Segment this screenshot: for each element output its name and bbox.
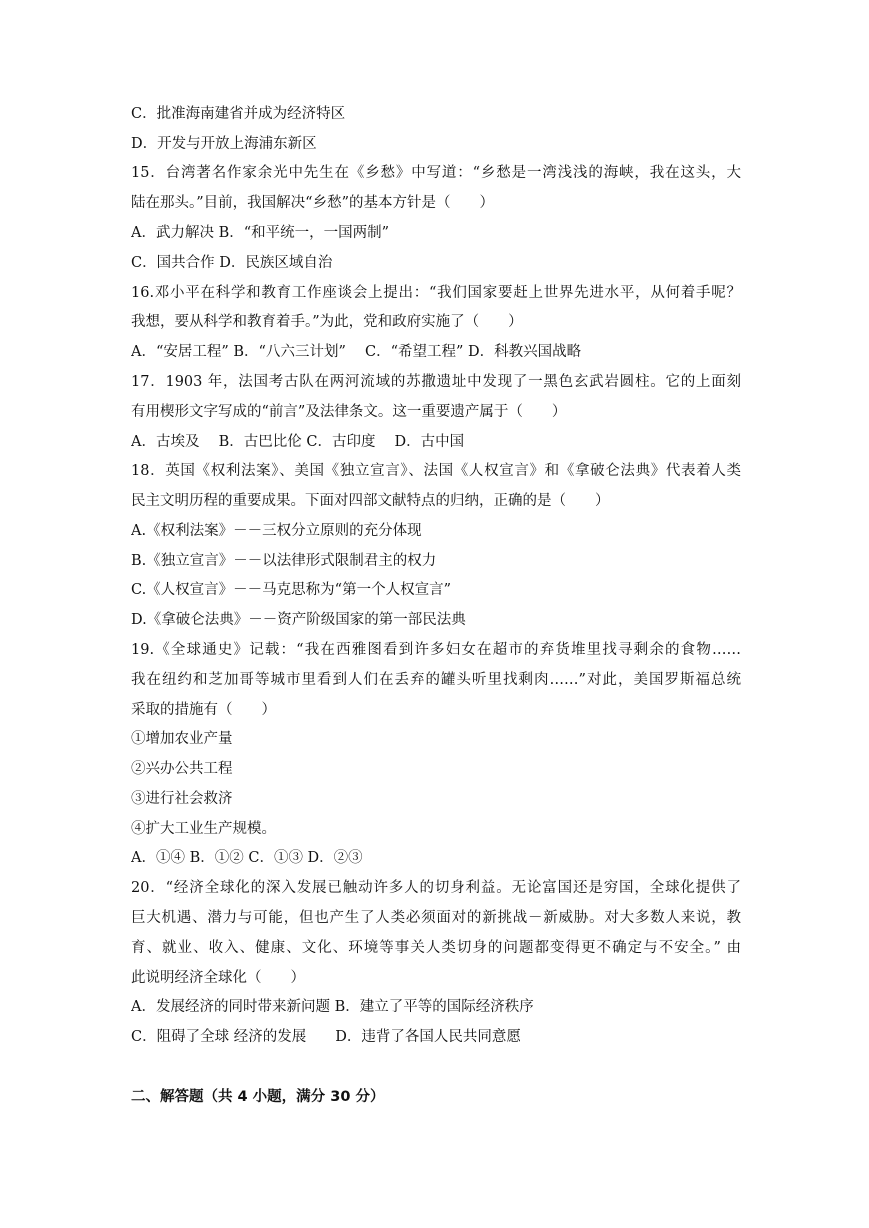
q14-option-c: C．批准海南建省并成为经济特区 <box>131 106 346 122</box>
q18-stem-line-2: 民主文明历程的重要成果。下面对四部文献特点的归纳，正确的是（ ） <box>131 493 610 509</box>
q18-option-d: D.《拿破仑法典》－－资产阶级国家的第一部民法典 <box>131 612 466 628</box>
q16-stem-line-2: 我想，要从科学和教育着手。”为此，党和政府实施了（ ） <box>131 314 523 330</box>
q15-options-ab: A．武力解决 B．“和平统一，一国两制” <box>131 225 390 241</box>
q16-stem-line-1: 16.邓小平在科学和教育工作座谈会上提出：“我们国家要赶上世界先进水平，从何着手呢？ <box>131 285 741 301</box>
q20-stem-line-1: 20．“经济全球化的深入发展已触动许多人的切身利益。无论富国还是穷国，全球化提供了 <box>131 880 741 896</box>
q19-item-3: ③进行社会救济 <box>131 791 233 807</box>
q19-stem-line-3: 采取的措施有（ ） <box>131 702 276 718</box>
q15-stem-line-2: 陆在那头。”目前，我国解决“乡愁”的基本方针是（ ） <box>131 195 494 211</box>
q19-stem-line-1: 19.《全球通史》记载：“我在西雅图看到许多妇女在超市的弃货堆里找寻剩余的食物…… <box>131 642 741 658</box>
q16-options: A．“安居工程” B．“八六三计划” C．“希望工程” D．科教兴国战略 <box>131 344 582 360</box>
q15-options-cd: C．国共合作 D．民族区域自治 <box>131 255 333 271</box>
q18-option-b: B.《独立宣言》－－以法律形式限制君主的权力 <box>131 553 437 569</box>
q19-options: A．①④ B．①② C．①③ D．②③ <box>131 850 363 866</box>
q18-option-c: C.《人权宣言》－－马克思称为“第一个人权宣言” <box>131 582 452 598</box>
q15-stem-line-1: 15．台湾著名作家余光中先生在《乡愁》中写道：“乡愁是一湾浅浅的海峡，我在这头，大 <box>131 165 741 181</box>
q20-options-cd: C．阻碍了全球 经济的发展 D．违背了各国人民共同意愿 <box>131 1029 521 1045</box>
q19-item-4: ④扩大工业生产规模。 <box>131 821 276 837</box>
q20-stem-line-4: 此说明经济全球化（ ） <box>131 970 305 986</box>
q19-item-1: ①增加农业产量 <box>131 731 233 747</box>
q18-option-a: A.《权利法案》－－三权分立原则的充分体现 <box>131 523 422 539</box>
q19-stem-line-2: 我在纽约和芝加哥等城市里看到人们在丢弃的罐头听里找剩肉……”对此，美国罗斯福总统 <box>131 672 741 688</box>
q17-options: A．古埃及 B．古巴比伦 C．古印度 D．古中国 <box>131 434 465 450</box>
q19-item-2: ②兴办公共工程 <box>131 761 233 777</box>
q20-stem-line-3: 育、就业、收入、健康、文化、环境等事关人类切身的问题都变得更不确定与不安全。” 由 <box>131 940 741 956</box>
q20-stem-line-2: 巨大机遇、潜力与可能，但也产生了人类必须面对的新挑战－新威胁。对大多数人来说，教 <box>131 910 741 926</box>
q20-options-ab: A．发展经济的同时带来新问题 B．建立了平等的国际经济秩序 <box>131 999 534 1015</box>
section-heading: 二、解答题（共 4 小题，满分 30 分） <box>131 1089 385 1105</box>
q17-stem-line-1: 17．1903 年，法国考古队在两河流域的苏撒遗址中发现了一黑色玄武岩圆柱。它的上面刻 <box>131 374 741 390</box>
q14-option-d: D．开发与开放上海浦东新区 <box>131 136 317 152</box>
q18-stem-line-1: 18．英国《权利法案》、美国《独立宣言》、法国《人权宣言》和《拿破仑法典》代表着人类 <box>131 463 741 479</box>
q17-stem-line-2: 有用楔形文字写成的“前言”及法律条文。这一重要遗产属于（ ） <box>131 404 567 420</box>
